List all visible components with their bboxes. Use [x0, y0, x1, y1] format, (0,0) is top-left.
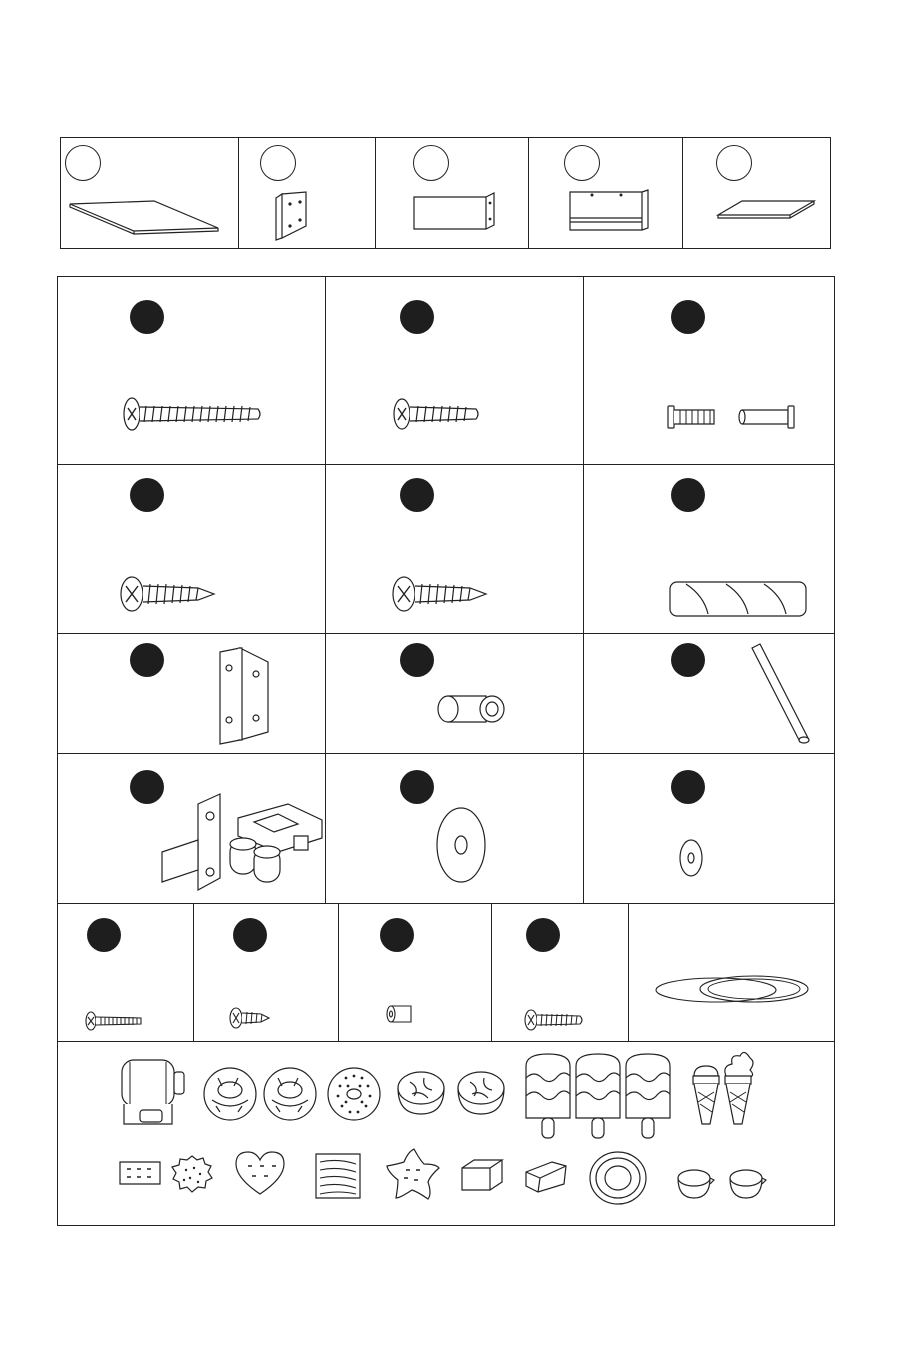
grid-row-divider	[57, 903, 835, 904]
wood-screw-icon	[390, 574, 488, 614]
long-phillips-screw-icon	[122, 396, 264, 432]
part-label-circle	[130, 300, 164, 334]
cupcake-icon	[726, 1166, 768, 1202]
elastic-band-icon	[652, 972, 812, 1008]
popsicle-icon	[572, 1052, 624, 1142]
part-label-circle	[400, 300, 434, 334]
part-label-circle	[87, 918, 121, 952]
part-label-circle	[671, 643, 705, 677]
medium-phillips-screw-icon	[392, 397, 484, 431]
cake-slice-icon	[524, 1158, 568, 1194]
cookie-icon	[326, 1066, 382, 1122]
wafer-icon	[118, 1160, 162, 1186]
heart-cookie-icon	[232, 1148, 288, 1196]
panel-divider	[528, 137, 529, 249]
grid-col-divider	[628, 903, 629, 1041]
large-flat-board-icon	[68, 198, 220, 236]
cube-icon	[460, 1158, 504, 1192]
wooden-dowel-icon	[748, 642, 812, 746]
grid-row-divider	[57, 1041, 835, 1042]
ice-cream-machine-icon	[118, 1056, 190, 1128]
cone-holder-icon	[262, 1066, 318, 1122]
door-hinge-icon	[216, 644, 272, 746]
knob-icon	[436, 694, 506, 724]
sticker-strip-icon	[668, 580, 808, 618]
ice-cream-cone-icon	[720, 1050, 756, 1128]
panel-divider	[375, 137, 376, 249]
part-label-circle	[671, 300, 705, 334]
part-label-circle	[400, 478, 434, 512]
grid-col-divider	[583, 276, 584, 903]
small-side-panel-icon	[270, 190, 310, 242]
part-label-circle	[716, 145, 752, 181]
part-label-circle	[671, 478, 705, 512]
part-label-circle	[413, 145, 449, 181]
magnetic-catch-icon	[158, 790, 324, 896]
small-flat-board-icon	[716, 199, 816, 221]
grid-col-divider	[491, 903, 492, 1041]
star-cookie-icon	[384, 1146, 442, 1202]
waffle-icon	[314, 1152, 362, 1200]
part-label-circle	[130, 478, 164, 512]
part-label-circle	[671, 770, 705, 804]
cone-holder-icon	[202, 1066, 258, 1122]
scoop-cup-icon	[454, 1068, 508, 1118]
part-label-circle	[564, 145, 600, 181]
part-label-circle	[65, 145, 101, 181]
large-washer-icon	[434, 806, 488, 884]
part-label-circle	[380, 918, 414, 952]
panel-divider	[682, 137, 683, 249]
part-label-circle	[400, 770, 434, 804]
grid-col-divider	[325, 276, 326, 903]
part-label-circle	[400, 643, 434, 677]
rail-board-icon	[566, 186, 652, 236]
popsicle-icon	[522, 1052, 574, 1142]
grid-row-divider	[57, 633, 835, 634]
grid-col-divider	[193, 903, 194, 1041]
machine-screw-icon	[85, 1010, 145, 1032]
part-label-circle	[526, 918, 560, 952]
popsicle-icon	[622, 1052, 674, 1142]
part-label-circle	[130, 643, 164, 677]
grid-row-divider	[57, 753, 835, 754]
medium-screw-icon	[524, 1008, 586, 1032]
ice-cream-cone-icon	[690, 1062, 722, 1128]
part-label-circle	[260, 145, 296, 181]
part-label-circle	[233, 918, 267, 952]
short-screw-icon	[229, 1006, 271, 1030]
drawer-box-icon	[412, 191, 496, 231]
grid-row-divider	[57, 464, 835, 465]
grid-col-divider	[338, 903, 339, 1041]
scoop-cup-icon	[394, 1068, 448, 1118]
connector-bolt-and-barrel-icon	[664, 404, 800, 430]
plate-icon	[588, 1150, 648, 1206]
cracker-icon	[170, 1154, 214, 1194]
small-washer-icon	[678, 838, 704, 878]
cupcake-icon	[674, 1166, 716, 1202]
panel-divider	[238, 137, 239, 249]
wood-screw-icon	[118, 574, 216, 614]
spacer-tube-icon	[385, 1004, 415, 1024]
